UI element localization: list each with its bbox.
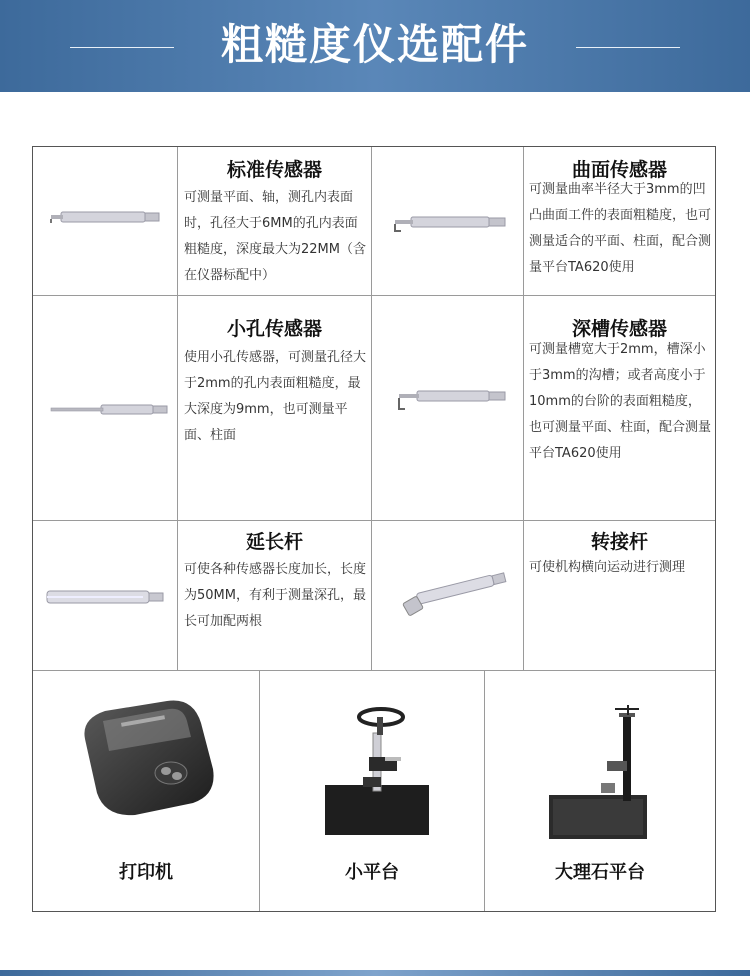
banner-divider-right	[576, 47, 680, 48]
sensor-title: 曲面传感器	[571, 159, 667, 181]
printer-icon	[75, 699, 219, 817]
extension-rod-icon	[43, 583, 169, 613]
sensor-title: 深槽传感器	[571, 318, 667, 340]
col-divider	[177, 147, 178, 670]
small-stand-icon	[319, 703, 435, 839]
deep-groove-sensor-probe-icon	[385, 381, 515, 415]
curved-surface-sensor-probe-icon	[385, 207, 515, 239]
adapter-rod-icon	[387, 565, 517, 621]
row-divider	[33, 520, 715, 521]
sensor-description: 可测量平面、轴，测孔内表面时，孔径大于6MM的孔内表面粗糙度，深度最大为22MM（含在仪器标配中）	[184, 190, 366, 283]
row-divider	[33, 295, 715, 296]
accessory-label: 小平台	[345, 862, 399, 883]
sensor-title: 转接杆	[590, 531, 648, 553]
page-title: 粗糙度仪选配件	[220, 20, 529, 69]
sensor-description: 可测量槽宽大于2mm，槽深小于3mm的沟槽；或者高度小于10mm的台阶的表面粗糙度，也可测量平面、柱面，配合测量平台TA620使用	[529, 342, 712, 461]
accessory-table	[32, 146, 716, 912]
sensor-description: 可使各种传感器长度加长，长度为50MM，有利于测量深孔，最长可加配两根	[184, 562, 367, 629]
header-banner	[0, 0, 750, 92]
standard-sensor-probe-icon	[47, 203, 167, 233]
accessory-label: 大理石平台	[555, 862, 645, 883]
small-hole-sensor-probe-icon	[47, 397, 171, 423]
sensor-title: 小孔传感器	[226, 318, 322, 340]
marble-stand-icon	[543, 703, 653, 847]
sensor-description: 可测量曲率半径大于3mm的凹凸曲面工件的表面粗糙度，也可测量适合的平面、柱面，配合测量平台TA620使用	[529, 182, 712, 275]
sensor-description: 使用小孔传感器，可测量孔径大于2mm的孔内表面粗糙度，最大深度为9mm，也可测量平面、柱面	[184, 350, 367, 443]
row-divider	[33, 670, 715, 671]
sensor-title: 标准传感器	[226, 159, 322, 181]
sensor-title: 延长杆	[245, 531, 303, 553]
col-divider	[371, 147, 372, 670]
sensor-description: 可使机构横向运动进行测理	[529, 560, 686, 575]
footer-divider	[0, 970, 750, 976]
col-divider	[523, 147, 524, 670]
accessory-label: 打印机	[119, 862, 173, 883]
